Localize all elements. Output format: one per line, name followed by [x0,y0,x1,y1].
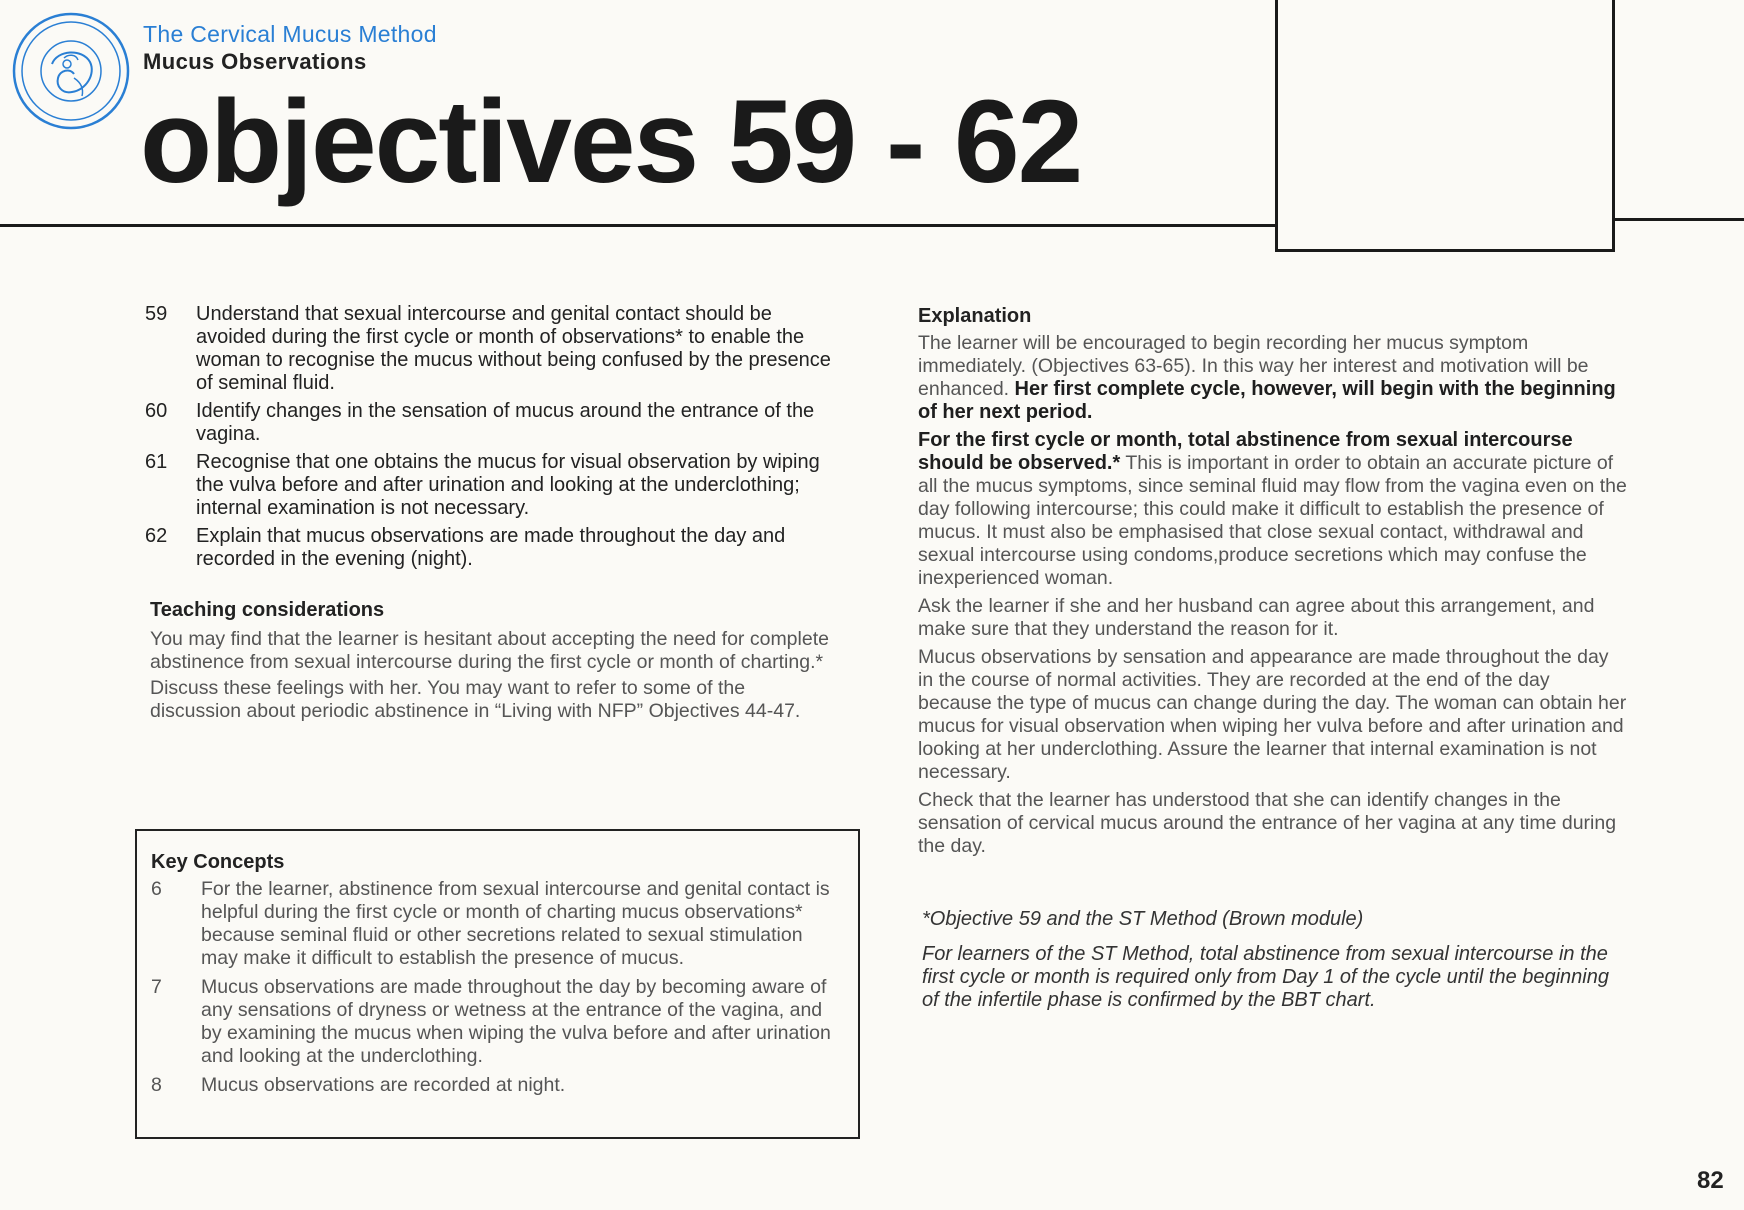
objective-item [145,525,845,571]
explanation-text: This is important in order to obtain an accurate picture of all the mucus symptoms, since seminal fluid may flow from the vagina even on the day following intercourse; this could make it difficult to establish the presence of mucus. It must also be emphasised that close sexual contact, withdrawal and sexual intercourse using condoms,produce secretions which may confuse the inexperienced woman. [918,452,1627,589]
objective-number: 59 [145,303,168,325]
key-concept-number: 8 [151,1074,162,1096]
objective-number: 62 [145,525,168,547]
key-concept-text: Mucus observations are recorded at night. [201,1074,566,1096]
explanation-text: The learner will be encouraged to begin recording her mucus symptom immediately. (Objectives 63-65). In this way her interest and motivation will be enhanced. [918,332,1589,400]
objective-number: 61 [145,451,168,473]
series-title: The Cervical Mucus Method [143,21,437,47]
explanation-bold-text: For the first cycle or month, total abstinence from sexual intercourse should be observed.* [918,429,1573,474]
key-concept-text: Mucus observations are made throughout the day by becoming aware of any sensations of dryness or wetness at the entrance of the vagina, and by examining the mucus when wiping the vulva before and after urination and looking at the underclothing. [201,976,831,1067]
section-title: Mucus Observations [143,49,367,74]
cervical-mucus-logo-icon [12,12,130,130]
key-concepts-heading: Key Concepts [151,851,285,873]
key-concept-number: 6 [151,878,162,900]
key-concept-number: 7 [151,976,162,998]
key-concept-item [151,1074,844,1097]
objective-item [145,451,845,520]
key-concepts-box [135,829,860,1139]
page-title: objectives 59 - 62 [140,76,1082,208]
header-rule [0,224,1278,227]
objective-number: 60 [145,400,168,422]
teaching-paragraph: Discuss these feelings with her. You may want to refer to some of the discussion about periodic abstinence in “Living with NFP” Objectives 44-47. [150,677,801,722]
page-number: 82 [1697,1167,1724,1194]
explanation-paragraph: Mucus observations by sensation and appearance are made throughout the day in the course of normal activities. They are recorded at the end of the day because the type of mucus can change during the day. The woman can obtain her mucus for visual observation when wiping her vulva before and after urination and looking at her underclothing. Assure the learner that internal examination is not necessary. [918,646,1627,783]
objective-item [145,303,845,395]
footnote-text: For learners of the ST Method, total abstinence from sexual intercourse in the first cycle or month is required only from Day 1 of the cycle until the beginning of the infertile phase is confirmed by the BBT chart. [922,943,1609,1011]
objective-item [145,400,845,446]
explanation-bold-text: Her first complete cycle, however, will begin with the beginning of her next period. [918,378,1616,423]
footnote [922,908,1622,1024]
teaching-heading: Teaching considerations [150,599,385,621]
objective-text: Explain that mucus observations are made throughout the day and recorded in the evening (night). [196,525,786,570]
key-concept-text: For the learner, abstinence from sexual intercourse and genital contact is helpful during the first cycle or month of charting mucus observations* because seminal fluid or other secretions related to sexual stimulation may make it difficult to establish the presence of mucus. [201,878,830,969]
explanation-heading: Explanation [918,305,1032,327]
header-box [1275,0,1615,252]
explanation-paragraph: Check that the learner has understood that she can identify changes in the sensation of cervical mucus around the entrance of her vagina at any time during the day. [918,789,1617,857]
explanation-paragraph: Ask the learner if she and her husband can agree about this arrangement, and make sure that they understand the reason for it. [918,595,1595,640]
key-concept-item [151,878,844,970]
objectives-list [145,303,845,576]
header-rule-right [1614,218,1744,221]
objective-text: Understand that sexual intercourse and genital contact should be avoided during the first cycle or month of observations* to enable the woman to recognise the mucus without being confused by the presence of seminal fluid. [196,303,831,394]
explanation-section [918,305,1628,863]
explanation-paragraph [918,332,1628,424]
objective-text: Recognise that one obtains the mucus for visual observation by wiping the vulva before and after urination and looking at the underclothing; internal examination is not necessary. [196,451,820,519]
teaching-considerations [150,599,840,726]
objective-text: Identify changes in the sensation of mucus around the entrance of the vagina. [196,400,815,445]
explanation-paragraph [918,429,1628,590]
teaching-paragraph: You may find that the learner is hesitant about accepting the need for complete abstinence from sexual intercourse during the first cycle or month of charting.* [150,628,829,673]
key-concept-item [151,976,844,1068]
footnote-title: *Objective 59 and the ST Method (Brown module) [922,908,1364,930]
